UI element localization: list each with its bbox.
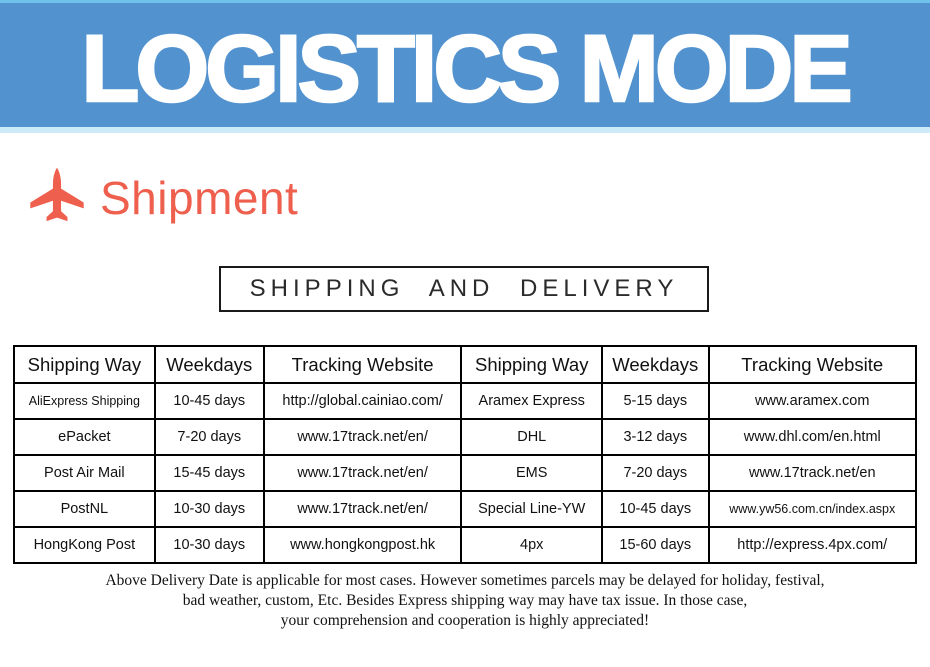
cell-tracking-website: www.17track.net/en	[709, 455, 917, 491]
footer-line-3: your comprehension and cooperation is highly appreciated!	[280, 612, 650, 629]
cell-shipping-way: Special Line-YW	[461, 491, 602, 527]
table-row	[14, 419, 916, 455]
section-title: SHIPPING AND DELIVERY	[249, 275, 679, 302]
shipment-label: Shipment	[100, 172, 299, 224]
footer-note	[0, 571, 930, 631]
cell-tracking-website: http://express.4px.com/	[709, 527, 917, 563]
column-header-shipping-way: Shipping Way	[461, 346, 602, 383]
footer-line-2: bad weather, custom, Etc. Besides Express shipping way may have tax issue. In those case,	[182, 592, 748, 609]
cell-weekdays: 15-60 days	[602, 527, 708, 563]
banner-main	[0, 3, 930, 127]
footer-line-1: Above Delivery Date is applicable for most cases. However sometimes parcels may be delayed for holiday, festival,	[105, 572, 825, 589]
table-row	[14, 491, 916, 527]
cell-shipping-way: Post Air Mail	[14, 455, 155, 491]
cell-tracking-website: www.17track.net/en/	[264, 455, 462, 491]
cell-shipping-way: 4px	[461, 527, 602, 563]
cell-weekdays: 10-45 days	[155, 383, 264, 419]
cell-shipping-way: Aramex Express	[461, 383, 602, 419]
cell-weekdays: 10-45 days	[602, 491, 708, 527]
cell-tracking-website: www.17track.net/en/	[264, 491, 462, 527]
cell-tracking-website: www.dhl.com/en.html	[709, 419, 917, 455]
banner	[0, 0, 930, 133]
shipping-table	[13, 345, 917, 564]
column-header-shipping-way: Shipping Way	[14, 346, 155, 383]
cell-shipping-way: AliExpress Shipping	[14, 383, 155, 419]
cell-shipping-way: ePacket	[14, 419, 155, 455]
cell-weekdays: 10-30 days	[155, 491, 264, 527]
cell-weekdays: 15-45 days	[155, 455, 264, 491]
column-header-tracking-website: Tracking Website	[709, 346, 917, 383]
banner-title: LOGISTICS MODE	[81, 15, 849, 122]
column-header-tracking-website: Tracking Website	[264, 346, 462, 383]
cell-weekdays: 5-15 days	[602, 383, 708, 419]
airplane-icon	[28, 155, 86, 235]
table-header-row	[14, 346, 916, 383]
cell-shipping-way: DHL	[461, 419, 602, 455]
cell-weekdays: 7-20 days	[155, 419, 264, 455]
table-row	[14, 527, 916, 563]
cell-weekdays: 10-30 days	[155, 527, 264, 563]
banner-bottom-strip	[0, 127, 930, 133]
cell-tracking-website: http://global.cainiao.com/	[264, 383, 462, 419]
table-row	[14, 455, 916, 491]
table-row	[14, 383, 916, 419]
column-header-weekdays: Weekdays	[602, 346, 708, 383]
cell-tracking-website: www.yw56.com.cn/index.aspx	[709, 491, 917, 527]
cell-tracking-website: www.hongkongpost.hk	[264, 527, 462, 563]
cell-shipping-way: PostNL	[14, 491, 155, 527]
cell-shipping-way: HongKong Post	[14, 527, 155, 563]
section-title-box	[219, 266, 709, 312]
column-header-weekdays: Weekdays	[155, 346, 264, 383]
cell-weekdays: 3-12 days	[602, 419, 708, 455]
cell-shipping-way: EMS	[461, 455, 602, 491]
cell-tracking-website: www.17track.net/en/	[264, 419, 462, 455]
cell-weekdays: 7-20 days	[602, 455, 708, 491]
cell-tracking-website: www.aramex.com	[709, 383, 917, 419]
shipment-section	[28, 155, 298, 235]
